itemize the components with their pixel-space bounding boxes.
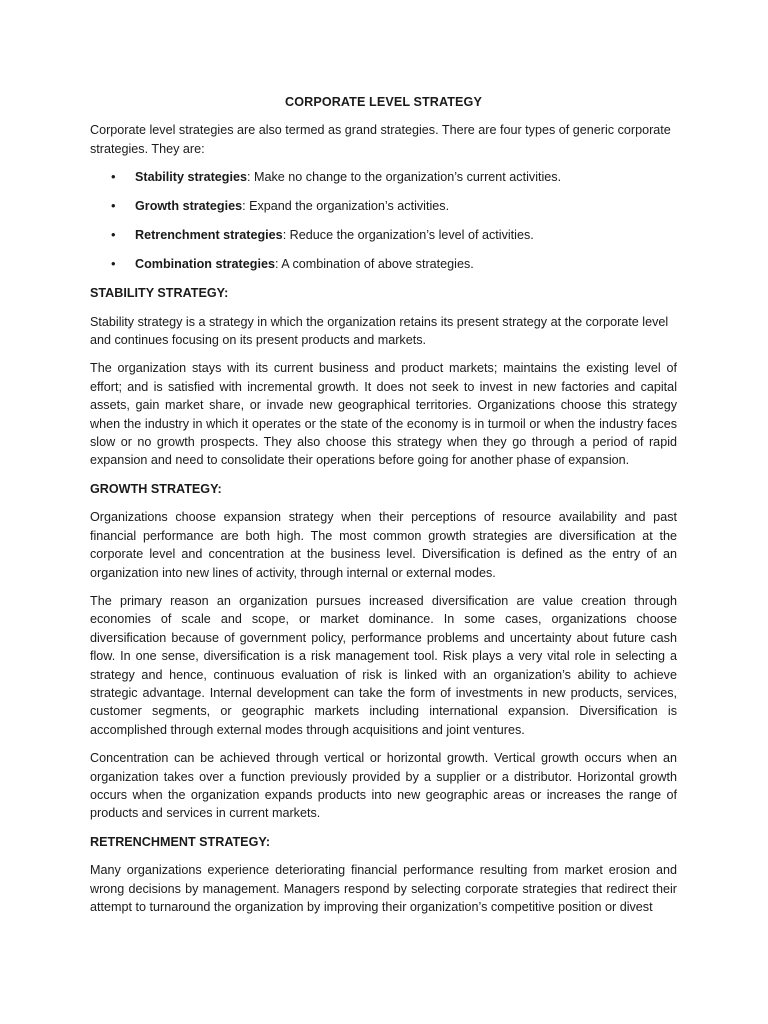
list-item-desc: : A combination of above strategies. [274, 257, 474, 272]
document-title: CORPORATE LEVEL STRATEGY [285, 95, 482, 109]
intro-paragraph: Corporate level strategies are also termed as grand strategies. There are four types of generic corporate strategies. They are: [90, 123, 671, 156]
bullet-icon: • [111, 169, 116, 185]
strategy-type-list [90, 168, 677, 273]
bullet-icon: • [111, 256, 116, 272]
growth-paragraph-3: Concentration can be achieved through vertical or horizontal growth. Vertical growth occurs when an organization takes over a function previously provided by a supplier or a distributor. Horizontal growth occurs when the organization expands products into new geographic areas or increases the range of products and services in current markets. [90, 751, 677, 821]
retrenchment-heading: RETRENCHMENT STRATEGY: [90, 834, 271, 849]
list-item-desc: : Make no change to the organization’s current activities. [247, 170, 562, 185]
growth-paragraph-2: The primary reason an organization pursues increased diversification are value creation through economies of scale and scope, or market dominance. In some cases, organizations choose diversification because of government policy, performance problems and uncertainty about future cash flow. In one sense, diversification is a risk management tool. Risk plays a very vital role in selecting a strategy and hence, continuous evaluation of risk is linked with an organization’s ability to achieve strategic advantage. Internal development can take the form of investments in new products, services, customer segments, or geographic markets including international expansion. Diversification is accomplished through external modes through acquisitions and joint ventures. [90, 593, 677, 737]
growth-paragraph-1: Organizations choose expansion strategy when their perceptions of resource availability and past financial performance are both high. The most common growth strategies are diversification at the corporate level and concentration at the business level. Diversification is defined as the entry of an organization into new lines of activity, through internal or external modes. [90, 510, 677, 580]
list-item-term: Growth strategies [135, 199, 243, 214]
list-item-term: Combination strategies [135, 257, 275, 272]
list-item-term: Retrenchment strategies [135, 228, 283, 243]
list-item [90, 255, 677, 273]
list-item [90, 168, 677, 186]
list-item [90, 197, 677, 215]
stability-paragraph-2: The organization stays with its current business and product markets; maintains the existing level of effort; and is satisfied with incremental growth. It does not seek to invest in new factories and capital assets, gain market share, or invade new geographical territories. Organizations choose this strategy when the industry in which it operates or the state of the economy is in turmoil or when the industry faces slow or no growth prospects. They also choose this strategy when they go through a period of rapid expansion and need to consolidate their operations before going for another phase of expansion. [90, 361, 677, 468]
growth-heading: GROWTH STRATEGY: [90, 481, 222, 496]
list-item [90, 226, 677, 244]
list-item-desc: : Reduce the organization’s level of activities. [282, 228, 534, 243]
bullet-icon: • [111, 198, 116, 214]
stability-paragraph-1: Stability strategy is a strategy in which the organization retains its present strategy at the corporate level and continues focusing on its present products and markets. [90, 314, 669, 348]
stability-heading: STABILITY STRATEGY: [90, 286, 229, 301]
list-item-term: Stability strategies [135, 170, 247, 185]
retrenchment-paragraph-1: Many organizations experience deteriorating financial performance resulting from market erosion and wrong decisions by management. Managers respond by selecting corporate strategies that redirect their attempt to turnaround the organization by improving their organization’s competitive position or divest [90, 863, 677, 914]
bullet-icon: • [111, 227, 116, 243]
list-item-desc: : Expand the organization’s activities. [242, 199, 450, 214]
